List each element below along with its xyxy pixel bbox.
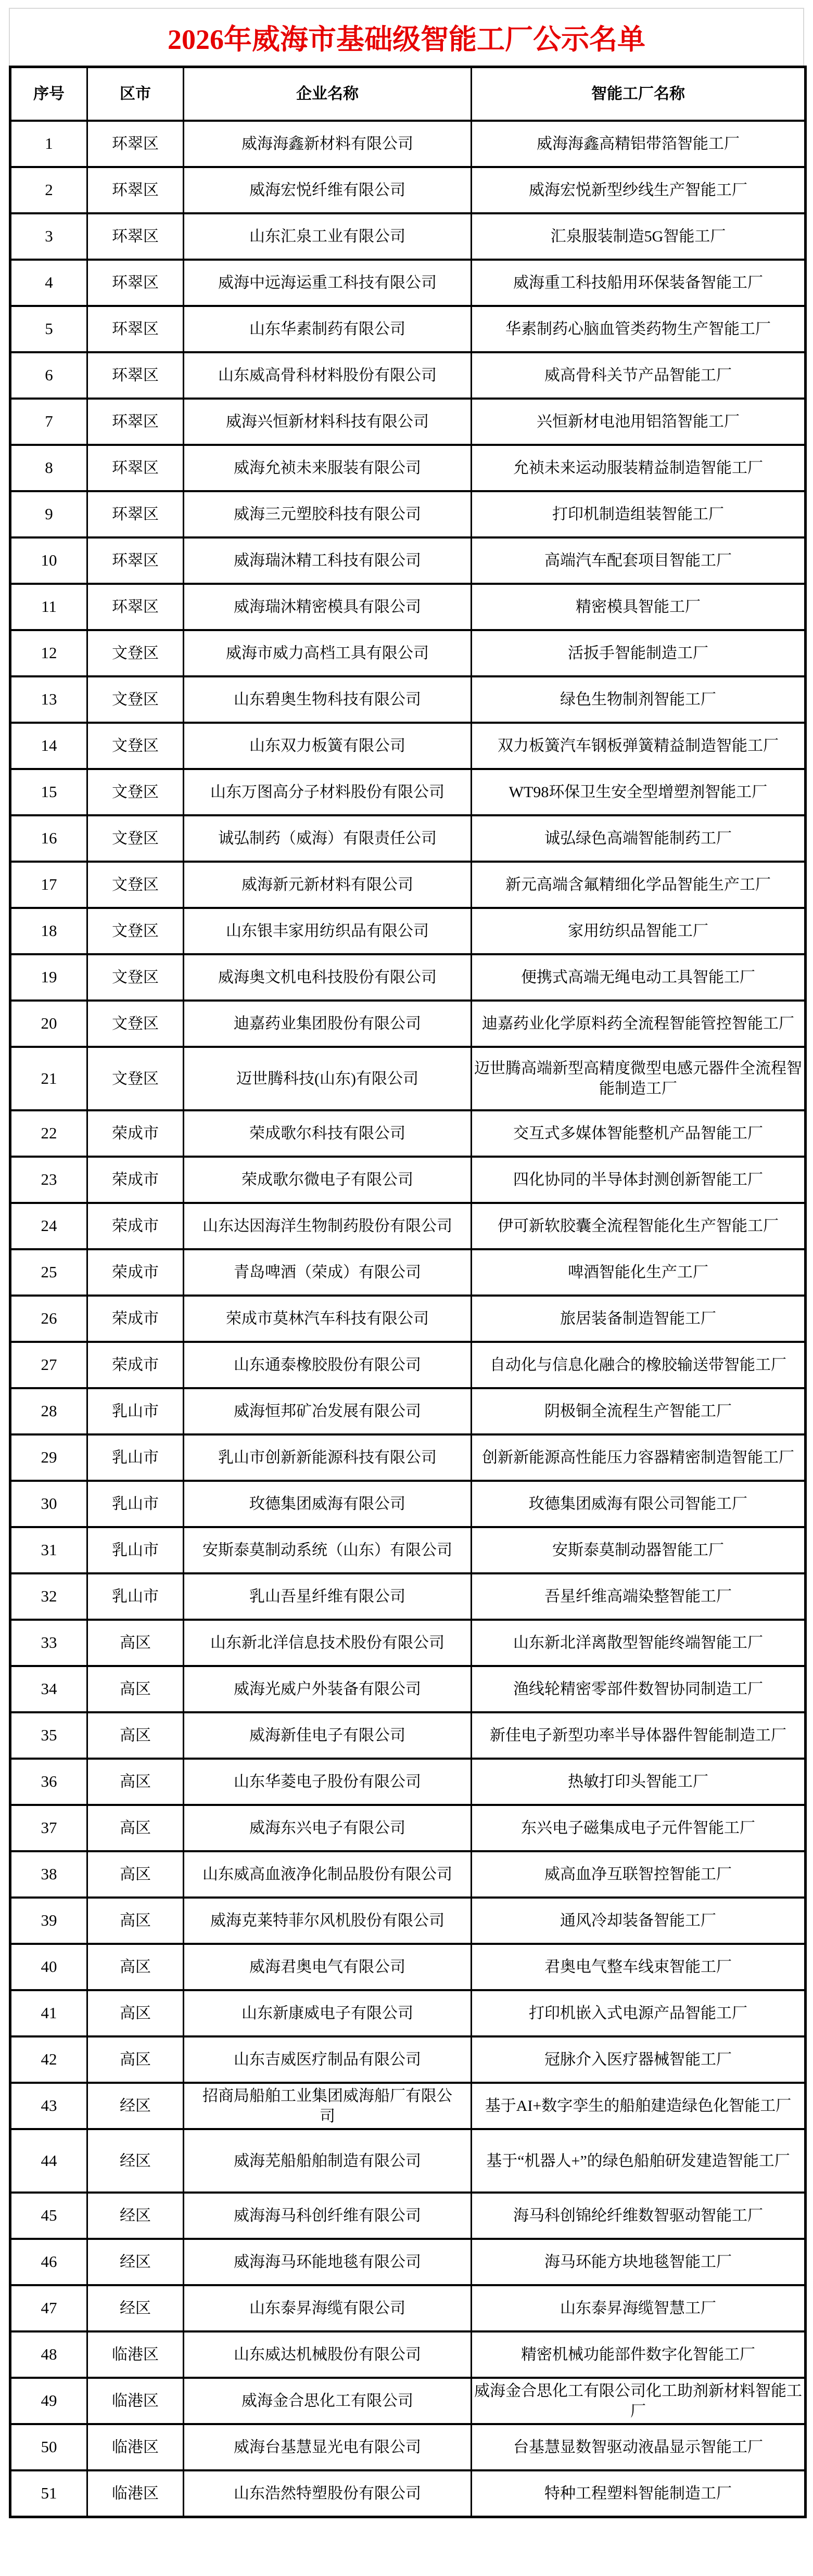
cell-no: 29	[10, 1434, 87, 1481]
cell-no: 36	[10, 1759, 87, 1805]
cell-company: 威海台基慧显光电有限公司	[184, 2424, 472, 2470]
cell-no: 22	[10, 1110, 87, 1157]
cell-no: 23	[10, 1157, 87, 1203]
cell-factory: 阴极铜全流程生产智能工厂	[472, 1388, 806, 1434]
cell-district: 荣成市	[87, 1342, 184, 1388]
cell-district: 高区	[87, 1759, 184, 1805]
cell-factory: 高端汽车配套项目智能工厂	[472, 537, 806, 584]
cell-factory: 吾星纤维高端染整智能工厂	[472, 1573, 806, 1620]
cell-factory: 打印机嵌入式电源产品智能工厂	[472, 1990, 806, 2036]
cell-no: 19	[10, 954, 87, 1001]
table-row	[10, 2083, 806, 2129]
cell-no: 31	[10, 1527, 87, 1573]
cell-factory: 打印机制造组装智能工厂	[472, 491, 806, 537]
cell-factory: 兴恒新材电池用铝箔智能工厂	[472, 399, 806, 445]
cell-no: 7	[10, 399, 87, 445]
table-row	[10, 954, 806, 1001]
table-row	[10, 1573, 806, 1620]
cell-no: 32	[10, 1573, 87, 1620]
table-row	[10, 167, 806, 213]
table-body	[10, 121, 806, 2517]
cell-factory: 安斯泰莫制动器智能工厂	[472, 1527, 806, 1573]
cell-no: 6	[10, 352, 87, 399]
cell-factory: 威海重工科技船用环保装备智能工厂	[472, 260, 806, 306]
table-row	[10, 723, 806, 769]
cell-company: 荣成歌尔科技有限公司	[184, 1110, 472, 1157]
cell-no: 47	[10, 2285, 87, 2331]
cell-factory: 威海海鑫高精铝带箔智能工厂	[472, 121, 806, 167]
page-title: 2026年威海市基础级智能工厂公示名单	[168, 24, 645, 55]
cell-district: 文登区	[87, 676, 184, 723]
cell-no: 1	[10, 121, 87, 167]
table-row	[10, 491, 806, 537]
cell-no: 40	[10, 1944, 87, 1990]
table-row	[10, 2036, 806, 2083]
cell-company: 山东碧奥生物科技有限公司	[184, 676, 472, 723]
cell-company: 威海市威力高档工具有限公司	[184, 630, 472, 676]
cell-district: 乳山市	[87, 1481, 184, 1527]
cell-company: 荣成市莫林汽车科技有限公司	[184, 1296, 472, 1342]
cell-factory: 海马环能方块地毯智能工厂	[472, 2239, 806, 2285]
cell-no: 37	[10, 1805, 87, 1851]
table-header	[10, 67, 806, 121]
table-row	[10, 213, 806, 260]
cell-no: 5	[10, 306, 87, 352]
cell-no: 3	[10, 213, 87, 260]
cell-factory: 交互式多媒体智能整机产品智能工厂	[472, 1110, 806, 1157]
cell-company: 威海金合思化工有限公司	[184, 2378, 472, 2424]
cell-factory: 四化协同的半导体封测创新智能工厂	[472, 1157, 806, 1203]
cell-district: 荣成市	[87, 1249, 184, 1296]
cell-company: 山东通泰橡胶股份有限公司	[184, 1342, 472, 1388]
table-row	[10, 260, 806, 306]
cell-district: 环翠区	[87, 445, 184, 491]
table-row	[10, 1712, 806, 1759]
cell-company: 山东威高血液净化制品股份有限公司	[184, 1851, 472, 1898]
cell-no: 13	[10, 676, 87, 723]
cell-factory: 东兴电子磁集成电子元件智能工厂	[472, 1805, 806, 1851]
cell-district: 乳山市	[87, 1527, 184, 1573]
cell-no: 8	[10, 445, 87, 491]
cell-company: 安斯泰莫制动系统（山东）有限公司	[184, 1527, 472, 1573]
cell-district: 环翠区	[87, 121, 184, 167]
table-row	[10, 1249, 806, 1296]
column-header-no: 序号	[10, 67, 87, 121]
cell-factory: 渔线轮精密零部件数智协同制造工厂	[472, 1666, 806, 1712]
cell-district: 高区	[87, 1898, 184, 1944]
cell-company: 威海新元新材料有限公司	[184, 862, 472, 908]
cell-company: 山东华素制药有限公司	[184, 306, 472, 352]
table-row	[10, 1110, 806, 1157]
table-row	[10, 1434, 806, 1481]
cell-no: 20	[10, 1001, 87, 1047]
cell-company: 山东银丰家用纺织品有限公司	[184, 908, 472, 954]
cell-no: 41	[10, 1990, 87, 2036]
cell-no: 28	[10, 1388, 87, 1434]
table-row	[10, 1481, 806, 1527]
cell-company: 山东吉威医疗制品有限公司	[184, 2036, 472, 2083]
cell-district: 文登区	[87, 908, 184, 954]
table-row	[10, 1944, 806, 1990]
cell-factory: 伊可新软胶囊全流程智能化生产智能工厂	[472, 1203, 806, 1249]
cell-company: 威海新佳电子有限公司	[184, 1712, 472, 1759]
cell-company: 威海海鑫新材料有限公司	[184, 121, 472, 167]
cell-no: 4	[10, 260, 87, 306]
cell-district: 文登区	[87, 862, 184, 908]
cell-factory: 特种工程塑料智能制造工厂	[472, 2470, 806, 2517]
cell-district: 环翠区	[87, 167, 184, 213]
cell-company: 山东华菱电子股份有限公司	[184, 1759, 472, 1805]
cell-factory: 威高血净互联智控智能工厂	[472, 1851, 806, 1898]
cell-factory: 允祯未来运动服装精益制造智能工厂	[472, 445, 806, 491]
table-row	[10, 1157, 806, 1203]
cell-no: 16	[10, 815, 87, 862]
cell-no: 21	[10, 1047, 87, 1110]
cell-company: 威海克莱特菲尔风机股份有限公司	[184, 1898, 472, 1944]
table-row	[10, 1527, 806, 1573]
table-row	[10, 1620, 806, 1666]
cell-district: 临港区	[87, 2470, 184, 2517]
announcement-sheet	[0, 8, 813, 2576]
cell-company: 荣成歌尔微电子有限公司	[184, 1157, 472, 1203]
cell-district: 环翠区	[87, 260, 184, 306]
cell-district: 乳山市	[87, 1573, 184, 1620]
cell-company: 威海宏悦纤维有限公司	[184, 167, 472, 213]
cell-district: 荣成市	[87, 1296, 184, 1342]
cell-company: 乳山吾星纤维有限公司	[184, 1573, 472, 1620]
cell-factory: 活扳手智能制造工厂	[472, 630, 806, 676]
header-row	[10, 67, 806, 121]
cell-district: 文登区	[87, 1047, 184, 1110]
cell-factory: 通风冷却装备智能工厂	[472, 1898, 806, 1944]
cell-factory: 山东泰昇海缆智慧工厂	[472, 2285, 806, 2331]
cell-no: 46	[10, 2239, 87, 2285]
cell-district: 荣成市	[87, 1203, 184, 1249]
cell-district: 乳山市	[87, 1388, 184, 1434]
table-row	[10, 584, 806, 630]
cell-no: 25	[10, 1249, 87, 1296]
cell-no: 9	[10, 491, 87, 537]
cell-no: 2	[10, 167, 87, 213]
cell-no: 44	[10, 2129, 87, 2193]
table-row	[10, 908, 806, 954]
cell-company: 威海光威户外装备有限公司	[184, 1666, 472, 1712]
cell-district: 文登区	[87, 630, 184, 676]
cell-no: 14	[10, 723, 87, 769]
cell-company: 玫德集团威海有限公司	[184, 1481, 472, 1527]
table-row	[10, 815, 806, 862]
cell-factory: 热敏打印头智能工厂	[472, 1759, 806, 1805]
column-header-company: 企业名称	[184, 67, 472, 121]
cell-factory: 便携式高端无绳电动工具智能工厂	[472, 954, 806, 1001]
table-row	[10, 2239, 806, 2285]
cell-no: 43	[10, 2083, 87, 2129]
cell-factory: WT98环保卫生安全型增塑剂智能工厂	[472, 769, 806, 815]
table-row	[10, 445, 806, 491]
table-row	[10, 862, 806, 908]
table-row	[10, 1001, 806, 1047]
cell-district: 临港区	[87, 2378, 184, 2424]
cell-company: 威海瑞沐精密模具有限公司	[184, 584, 472, 630]
cell-no: 48	[10, 2331, 87, 2378]
cell-no: 34	[10, 1666, 87, 1712]
cell-district: 高区	[87, 1805, 184, 1851]
cell-no: 39	[10, 1898, 87, 1944]
cell-company: 山东威高骨科材料股份有限公司	[184, 352, 472, 399]
cell-factory: 山东新北洋离散型智能终端智能工厂	[472, 1620, 806, 1666]
cell-company: 威海君奥电气有限公司	[184, 1944, 472, 1990]
cell-no: 10	[10, 537, 87, 584]
cell-no: 18	[10, 908, 87, 954]
cell-district: 高区	[87, 1990, 184, 2036]
cell-factory: 迪嘉药业化学原料药全流程智能管控智能工厂	[472, 1001, 806, 1047]
cell-factory: 君奥电气整车线束智能工厂	[472, 1944, 806, 1990]
cell-factory: 冠脉介入医疗器械智能工厂	[472, 2036, 806, 2083]
cell-factory: 威高骨科关节产品智能工厂	[472, 352, 806, 399]
table-row	[10, 1805, 806, 1851]
cell-factory: 新元高端含氟精细化学品智能生产工厂	[472, 862, 806, 908]
cell-no: 45	[10, 2193, 87, 2239]
cell-company: 迪嘉药业集团股份有限公司	[184, 1001, 472, 1047]
cell-no: 12	[10, 630, 87, 676]
cell-factory: 创新新能源高性能压力容器精密制造智能工厂	[472, 1434, 806, 1481]
cell-company: 山东万图高分子材料股份有限公司	[184, 769, 472, 815]
cell-company: 威海奥文机电科技股份有限公司	[184, 954, 472, 1001]
cell-factory: 基于“机器人+”的绿色船舶研发建造智能工厂	[472, 2129, 806, 2193]
cell-company: 威海海马环能地毯有限公司	[184, 2239, 472, 2285]
cell-company: 威海允祯未来服装有限公司	[184, 445, 472, 491]
cell-no: 30	[10, 1481, 87, 1527]
cell-company: 威海海马科创纤维有限公司	[184, 2193, 472, 2239]
cell-factory: 双力板簧汽车钢板弹簧精益制造智能工厂	[472, 723, 806, 769]
cell-district: 文登区	[87, 954, 184, 1001]
cell-company: 威海三元塑胶科技有限公司	[184, 491, 472, 537]
cell-company: 乳山市创新新能源科技有限公司	[184, 1434, 472, 1481]
cell-district: 高区	[87, 1620, 184, 1666]
cell-district: 高区	[87, 2036, 184, 2083]
cell-company: 诚弘制药（威海）有限责任公司	[184, 815, 472, 862]
cell-district: 高区	[87, 1944, 184, 1990]
cell-company: 山东浩然特塑股份有限公司	[184, 2470, 472, 2517]
cell-district: 文登区	[87, 769, 184, 815]
cell-no: 51	[10, 2470, 87, 2517]
table-row	[10, 537, 806, 584]
smart-factory-table	[9, 66, 807, 2518]
cell-district: 临港区	[87, 2424, 184, 2470]
table-row	[10, 306, 806, 352]
cell-district: 荣成市	[87, 1110, 184, 1157]
cell-factory: 诚弘绿色高端智能制药工厂	[472, 815, 806, 862]
cell-district: 文登区	[87, 723, 184, 769]
table-row	[10, 1047, 806, 1110]
table-row	[10, 2424, 806, 2470]
cell-company: 山东新北洋信息技术股份有限公司	[184, 1620, 472, 1666]
cell-no: 26	[10, 1296, 87, 1342]
table-row	[10, 2193, 806, 2239]
cell-district: 文登区	[87, 1001, 184, 1047]
cell-factory: 啤酒智能化生产工厂	[472, 1249, 806, 1296]
cell-company: 威海兴恒新材料科技有限公司	[184, 399, 472, 445]
cell-district: 经区	[87, 2239, 184, 2285]
cell-district: 环翠区	[87, 352, 184, 399]
cell-company: 山东泰昇海缆有限公司	[184, 2285, 472, 2331]
table-row	[10, 1296, 806, 1342]
cell-district: 环翠区	[87, 584, 184, 630]
cell-factory: 绿色生物制剂智能工厂	[472, 676, 806, 723]
cell-factory: 玫德集团威海有限公司智能工厂	[472, 1481, 806, 1527]
cell-company: 山东威达机械股份有限公司	[184, 2331, 472, 2378]
cell-company: 威海芜船船舶制造有限公司	[184, 2129, 472, 2193]
cell-no: 50	[10, 2424, 87, 2470]
cell-no: 42	[10, 2036, 87, 2083]
cell-factory: 家用纺织品智能工厂	[472, 908, 806, 954]
cell-district: 高区	[87, 1851, 184, 1898]
table-row	[10, 2470, 806, 2517]
table-row	[10, 352, 806, 399]
table-row	[10, 1388, 806, 1434]
cell-company: 迈世腾科技(山东)有限公司	[184, 1047, 472, 1110]
cell-no: 38	[10, 1851, 87, 1898]
table-row	[10, 2331, 806, 2378]
cell-no: 15	[10, 769, 87, 815]
cell-district: 经区	[87, 2083, 184, 2129]
cell-district: 荣成市	[87, 1157, 184, 1203]
table-row	[10, 2285, 806, 2331]
cell-no: 11	[10, 584, 87, 630]
cell-district: 乳山市	[87, 1434, 184, 1481]
table-row	[10, 2129, 806, 2193]
cell-district: 环翠区	[87, 399, 184, 445]
table-row	[10, 1898, 806, 1944]
title-block	[9, 8, 804, 66]
table-row	[10, 630, 806, 676]
cell-company: 山东达因海洋生物制药股份有限公司	[184, 1203, 472, 1249]
table-row	[10, 1990, 806, 2036]
table-row	[10, 1666, 806, 1712]
cell-company: 威海恒邦矿冶发展有限公司	[184, 1388, 472, 1434]
cell-district: 高区	[87, 1712, 184, 1759]
cell-factory: 自动化与信息化融合的橡胶输送带智能工厂	[472, 1342, 806, 1388]
cell-district: 环翠区	[87, 213, 184, 260]
cell-company: 山东新康威电子有限公司	[184, 1990, 472, 2036]
cell-factory: 精密机械功能部件数字化智能工厂	[472, 2331, 806, 2378]
cell-factory: 威海金合思化工有限公司化工助剂新材料智能工厂	[472, 2378, 806, 2424]
cell-district: 环翠区	[87, 537, 184, 584]
table-row	[10, 2378, 806, 2424]
cell-district: 经区	[87, 2285, 184, 2331]
cell-company: 威海瑞沐精工科技有限公司	[184, 537, 472, 584]
cell-no: 49	[10, 2378, 87, 2424]
table-row	[10, 1203, 806, 1249]
cell-district: 文登区	[87, 815, 184, 862]
cell-factory: 台基慧显数智驱动液晶显示智能工厂	[472, 2424, 806, 2470]
cell-district: 环翠区	[87, 306, 184, 352]
table-row	[10, 1759, 806, 1805]
cell-no: 35	[10, 1712, 87, 1759]
cell-factory: 新佳电子新型功率半导体器件智能制造工厂	[472, 1712, 806, 1759]
cell-company: 山东双力板簧有限公司	[184, 723, 472, 769]
cell-company: 威海中远海运重工科技有限公司	[184, 260, 472, 306]
column-header-district: 区市	[87, 67, 184, 121]
cell-company: 威海东兴电子有限公司	[184, 1805, 472, 1851]
table-row	[10, 121, 806, 167]
table-row	[10, 1851, 806, 1898]
cell-factory: 基于AI+数字孪生的船舶建造绿色化智能工厂	[472, 2083, 806, 2129]
cell-company: 山东汇泉工业有限公司	[184, 213, 472, 260]
cell-factory: 汇泉服装制造5G智能工厂	[472, 213, 806, 260]
cell-district: 高区	[87, 1666, 184, 1712]
cell-factory: 威海宏悦新型纱线生产智能工厂	[472, 167, 806, 213]
cell-no: 33	[10, 1620, 87, 1666]
cell-factory: 精密模具智能工厂	[472, 584, 806, 630]
cell-no: 24	[10, 1203, 87, 1249]
cell-no: 17	[10, 862, 87, 908]
cell-company: 招商局船舶工业集团威海船厂有限公司	[184, 2083, 472, 2129]
cell-factory: 海马科创锦纶纤维数智驱动智能工厂	[472, 2193, 806, 2239]
column-header-factory: 智能工厂名称	[472, 67, 806, 121]
cell-company: 青岛啤酒（荣成）有限公司	[184, 1249, 472, 1296]
table-row	[10, 1342, 806, 1388]
cell-factory: 旅居装备制造智能工厂	[472, 1296, 806, 1342]
table-row	[10, 676, 806, 723]
table-row	[10, 399, 806, 445]
cell-no: 27	[10, 1342, 87, 1388]
cell-district: 经区	[87, 2193, 184, 2239]
cell-factory: 华素制药心脑血管类药物生产智能工厂	[472, 306, 806, 352]
cell-factory: 迈世腾高端新型高精度微型电感元器件全流程智能制造工厂	[472, 1047, 806, 1110]
cell-district: 临港区	[87, 2331, 184, 2378]
cell-district: 环翠区	[87, 491, 184, 537]
cell-district: 经区	[87, 2129, 184, 2193]
table-row	[10, 769, 806, 815]
